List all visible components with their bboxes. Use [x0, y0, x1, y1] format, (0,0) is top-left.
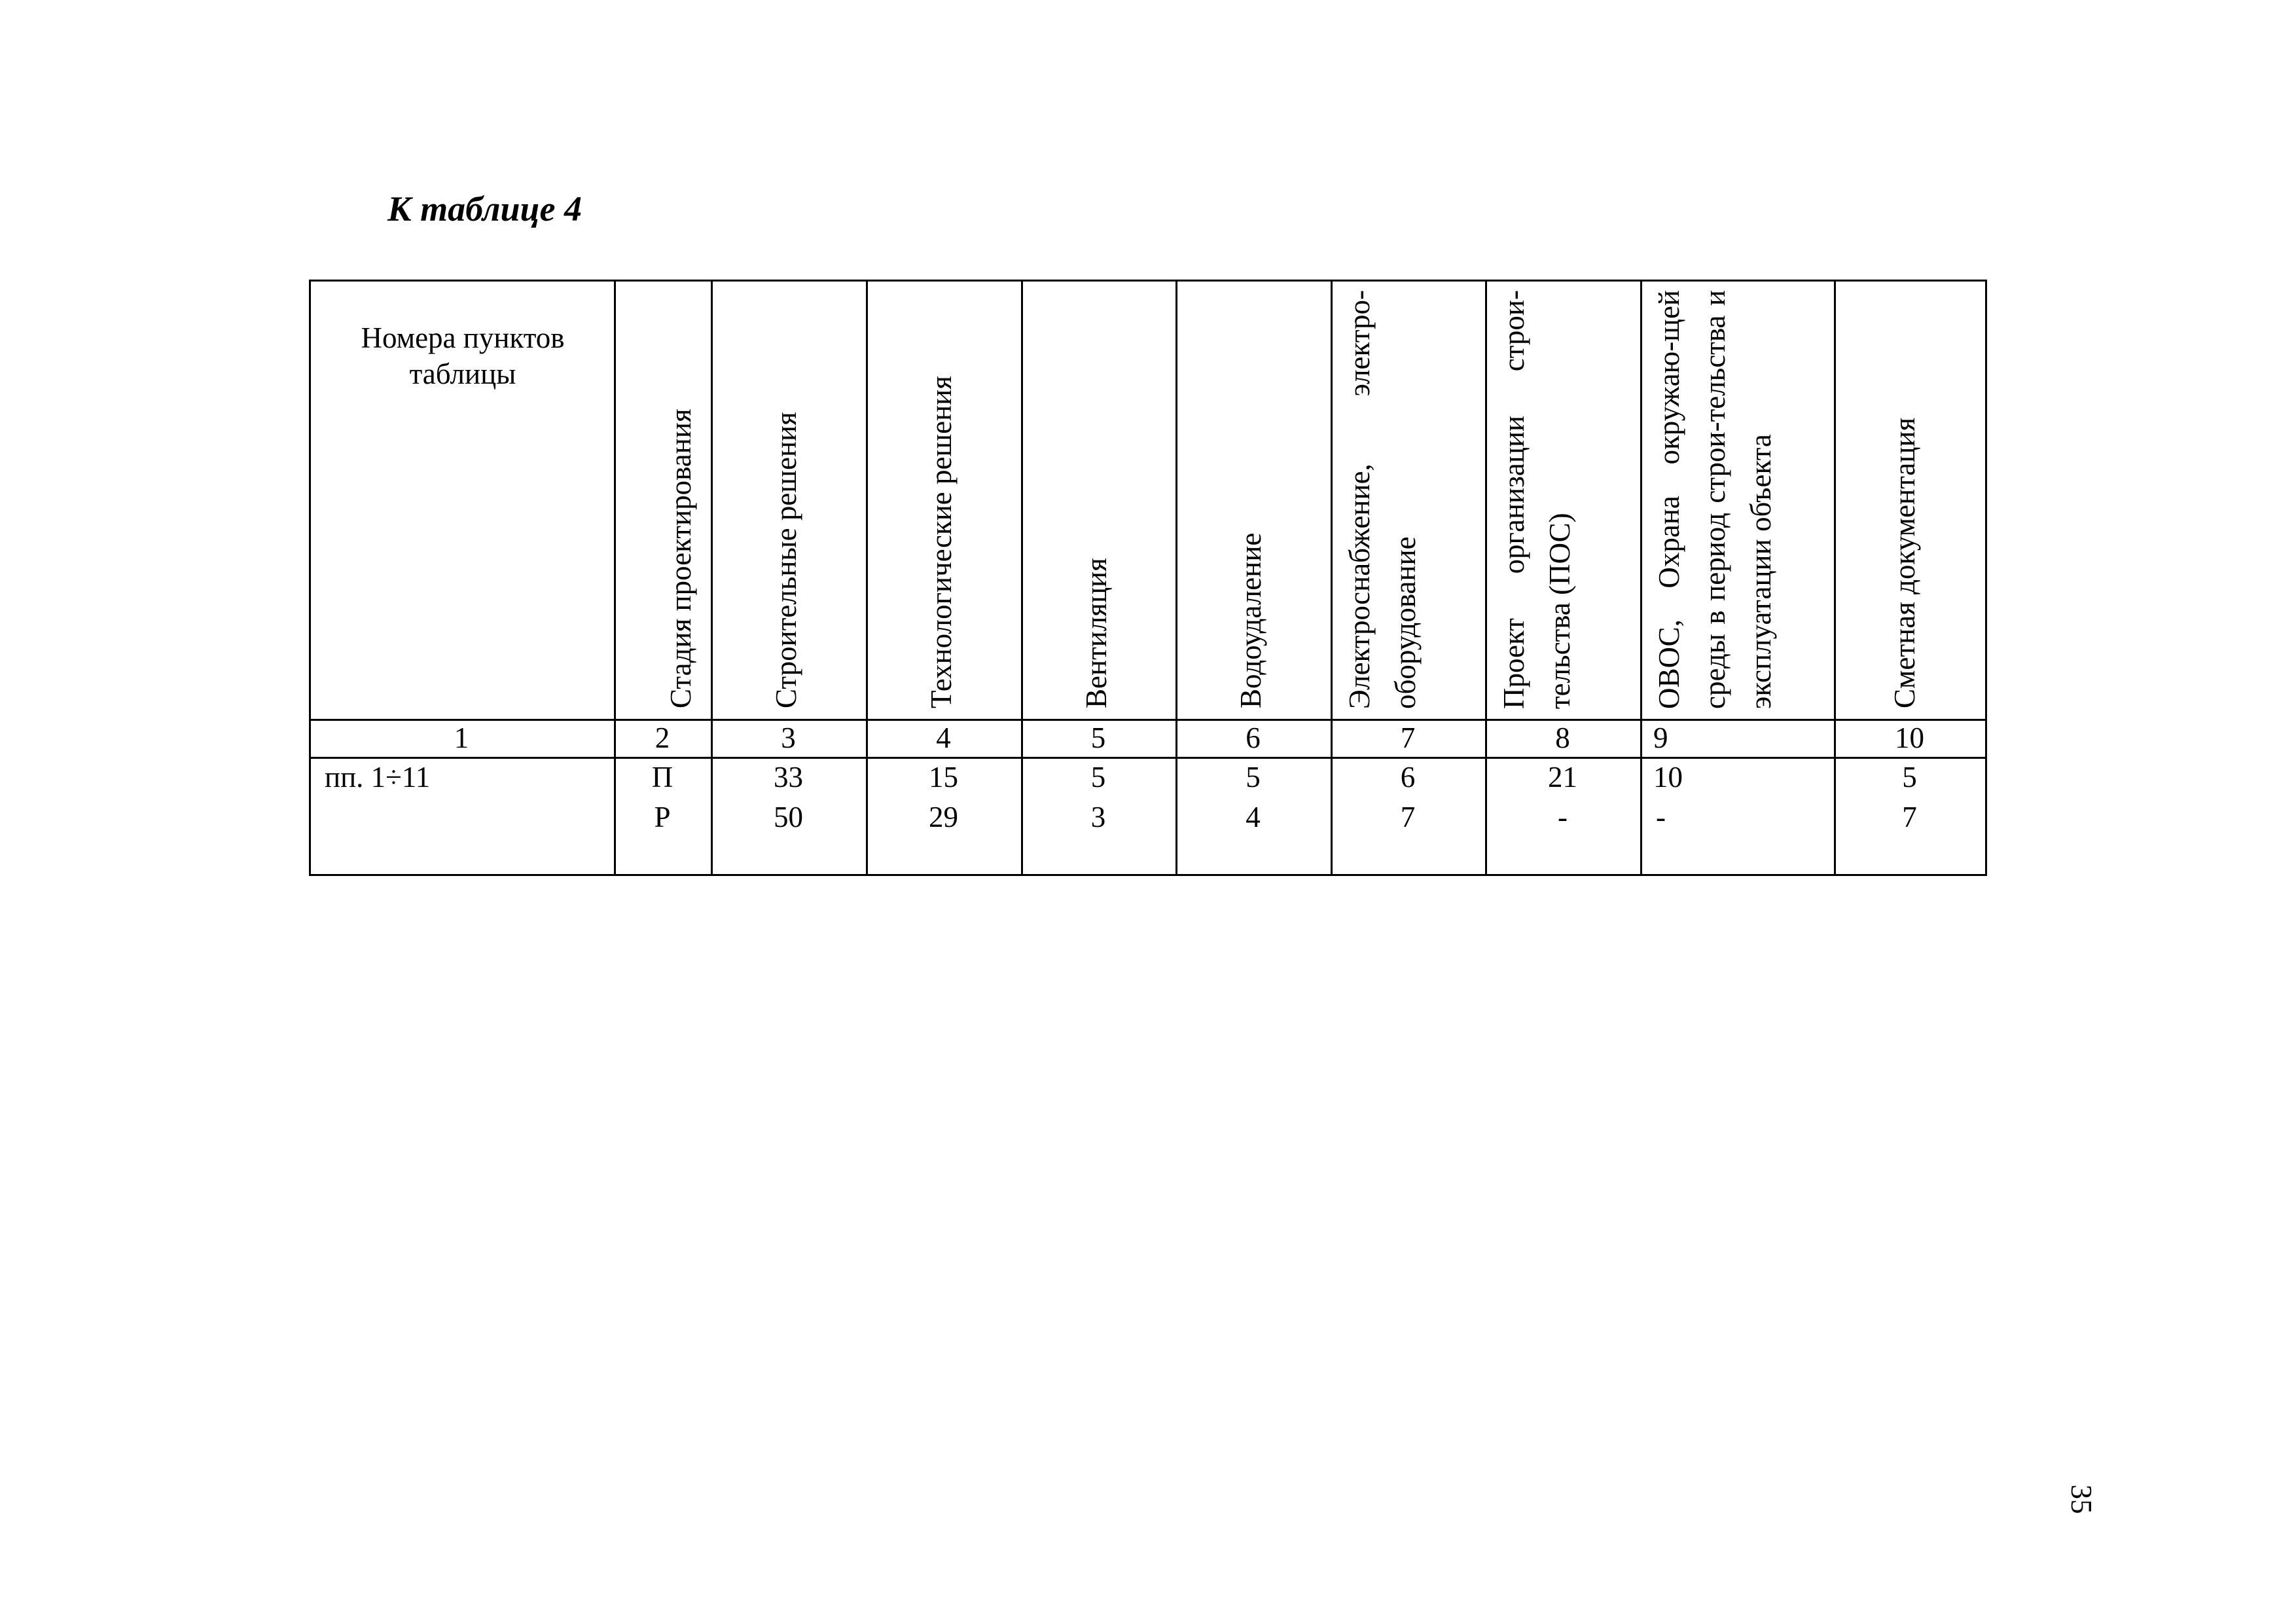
value-r: 7 [1400, 801, 1416, 833]
value-r: - [1558, 801, 1568, 833]
data-table [309, 280, 1987, 876]
value-p: 5 [1246, 761, 1261, 793]
header-construction [711, 280, 866, 719]
column-number: 9 [1653, 721, 1668, 754]
value-r: 3 [1090, 801, 1106, 833]
column-number: 4 [936, 721, 951, 754]
header-environment-text: ОВОС, Охрана окружаю-щей среды в период строи-тельства и эксплуатации объекта [1653, 290, 1777, 709]
header-drainage-text: Водоудаление [1234, 532, 1267, 708]
table-border-bottom [309, 874, 1987, 876]
header-environment [1640, 280, 1834, 719]
header-construction-text: Строительные решения [770, 412, 802, 708]
header-construction-organization [1485, 280, 1640, 719]
header-cost-estimate-text: Сметная документация [1888, 417, 1921, 708]
header-technology-text: Технологические решения [925, 376, 958, 708]
value-r: 7 [1902, 801, 1917, 833]
value-p: 6 [1400, 761, 1416, 793]
header-divider [309, 719, 1987, 721]
value-p: 15 [929, 761, 958, 793]
header-power-supply [1331, 280, 1485, 719]
table-caption: К таблице 4 [387, 189, 582, 228]
column-number: 10 [1895, 721, 1924, 754]
column-number: 7 [1400, 721, 1416, 754]
column-number: 5 [1090, 721, 1106, 754]
column-number: 6 [1246, 721, 1261, 754]
value-r: 4 [1246, 801, 1261, 833]
header-design-stage [614, 280, 711, 719]
value-p: 5 [1902, 761, 1917, 793]
value-r: - [1656, 801, 1666, 833]
header-power-supply-text: Электроснабжение, электро-оборудование [1343, 290, 1422, 709]
header-row-numbers: Номера пунктов таблицы [361, 321, 565, 390]
row-label: пп. 1÷11 [325, 761, 431, 793]
header-drainage [1175, 280, 1331, 719]
header-construction-organization-text: Проект организации строи-тельства (ПОС) [1498, 290, 1576, 709]
page-number: 35 [2065, 1484, 2098, 1514]
header-ventilation-text: Вентиляция [1080, 558, 1113, 708]
stage-p: П [651, 761, 673, 793]
column-number: 1 [454, 721, 469, 754]
header-cost-estimate [1834, 280, 1985, 719]
value-p: 21 [1548, 761, 1577, 793]
table-border-right [1985, 280, 1987, 876]
column-number: 2 [655, 721, 670, 754]
header-design-stage-text: Стадия проектирования [664, 409, 697, 708]
column-number: 3 [781, 721, 796, 754]
header-technology [866, 280, 1021, 719]
value-p: 10 [1653, 761, 1683, 793]
value-r: 50 [774, 801, 803, 833]
value-r: 29 [929, 801, 958, 833]
header-ventilation [1021, 280, 1175, 719]
column-number: 8 [1555, 721, 1570, 754]
table-border-left [309, 280, 311, 876]
numbers-divider [309, 757, 1987, 759]
stage-r: Р [654, 801, 671, 833]
value-p: 5 [1090, 761, 1106, 793]
value-p: 33 [774, 761, 803, 793]
